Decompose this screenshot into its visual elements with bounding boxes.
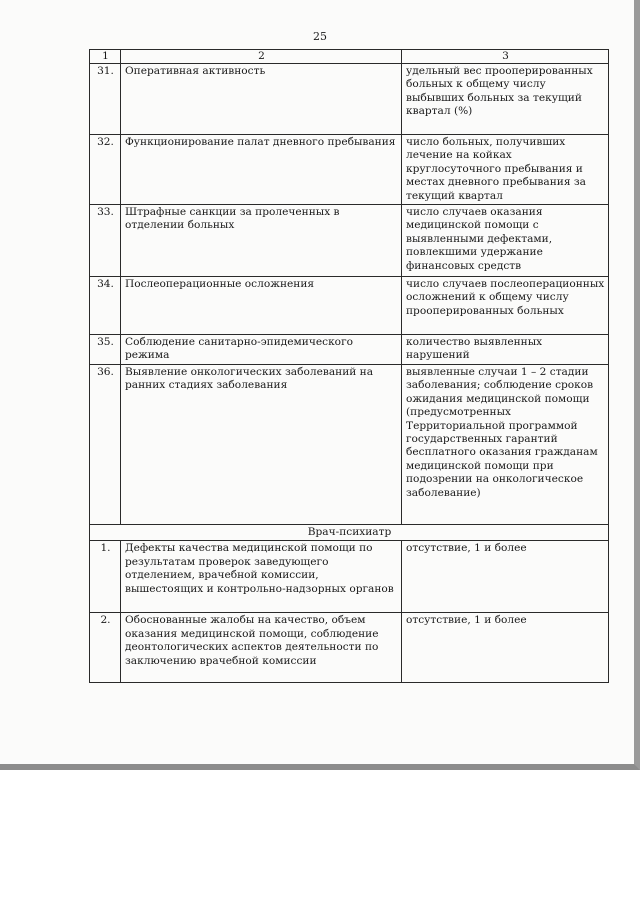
criterion-value: отсутствие, 1 и более (402, 613, 609, 683)
table-row (90, 205, 609, 277)
table-header-row (90, 50, 609, 64)
row-number: 2. (90, 613, 121, 683)
row-number: 1. (90, 541, 121, 613)
table-row (90, 365, 609, 525)
header-col-2: 2 (121, 50, 402, 64)
table-row (90, 135, 609, 205)
criterion-name: Послеоперационные осложнения (121, 277, 402, 335)
row-number: 32. (90, 135, 121, 205)
criterion-name: Дефекты качества медицинской помощи по результатам проверок заведующего отделением, врачебной комиссии, вышестоящих и контрольно-надзорных органов (121, 541, 402, 613)
header-col-1: 1 (90, 50, 121, 64)
table-row (90, 541, 609, 613)
criterion-name: Выявление онкологических заболеваний на ранних стадиях заболевания (121, 365, 402, 525)
section-row (90, 525, 609, 541)
criterion-value: количество выявленных нарушений (402, 335, 609, 365)
header-col-3: 3 (402, 50, 609, 64)
section-title: Врач-психиатр (90, 525, 609, 541)
page-number: 25 (313, 30, 327, 43)
table-row (90, 277, 609, 335)
criteria-table (89, 49, 609, 683)
table-row (90, 64, 609, 135)
criterion-name: Соблюдение санитарно-эпидемического режима (121, 335, 402, 365)
table-row (90, 335, 609, 365)
row-number: 35. (90, 335, 121, 365)
criterion-name: Функционирование палат дневного пребывания (121, 135, 402, 205)
criterion-value: число случаев оказания медицинской помощи с выявленными дефектами, повлекшими удержание финансовых средств (402, 205, 609, 277)
criterion-value: отсутствие, 1 и более (402, 541, 609, 613)
criterion-name: Оперативная активность (121, 64, 402, 135)
row-number: 33. (90, 205, 121, 277)
row-number: 34. (90, 277, 121, 335)
criterion-value: выявленные случаи 1 – 2 стадии заболевания; соблюдение сроков ожидания медицинской помощи (предусмотренных Территориальной программой государственных гарантий бесплатного оказания гражданам медицинской помощи при подозрении на онкологическое заболевание) (402, 365, 609, 525)
criterion-name: Штрафные санкции за пролеченных в отделении больных (121, 205, 402, 277)
table-row (90, 613, 609, 683)
row-number: 31. (90, 64, 121, 135)
criterion-name: Обоснованные жалобы на качество, объем оказания медицинской помощи, соблюдение деонтологических аспектов деятельности по заключению врачебной комиссии (121, 613, 402, 683)
criterion-value: число больных, получивших лечение на койках круглосуточного пребывания и местах дневного пребывания за текущий квартал (402, 135, 609, 205)
row-number: 36. (90, 365, 121, 525)
criterion-value: число случаев послеоперационных осложнений к общему числу прооперированных больных (402, 277, 609, 335)
criterion-value: удельный вес прооперированных больных к общему числу выбывших больных за текущий квартал (%) (402, 64, 609, 135)
